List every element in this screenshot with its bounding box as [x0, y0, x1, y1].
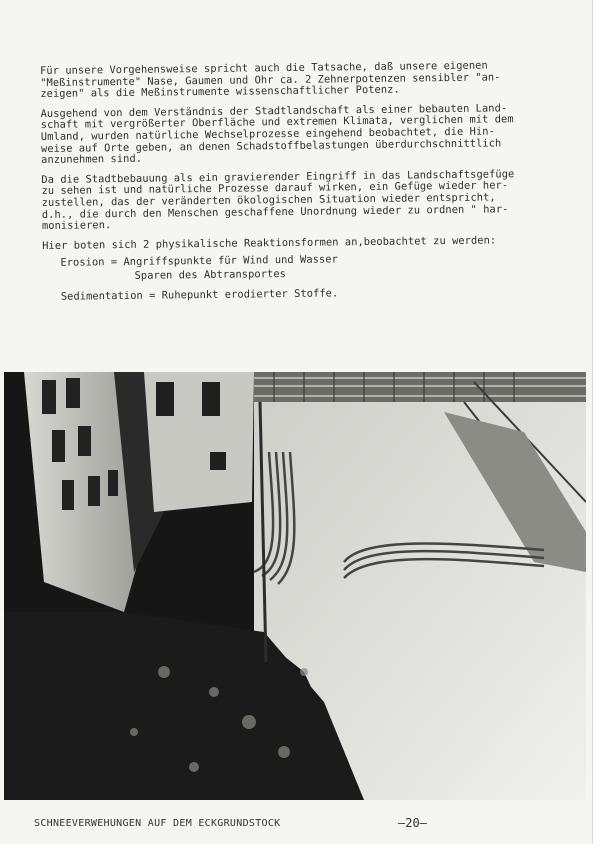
- photograph-snowdrifts: [4, 372, 586, 800]
- body-text: [40, 60, 563, 305]
- paragraph-measurement: Für unsere Vorgehensweise spricht auch die Tatsache, daß unsere eigenen "Meßinstrumente" Nase, Gaumen und Ohr ca. 2 Zehnerpotenzen sensibler "an- zeigen" als die Meßinstrumente wissenschaftlicher Potenz.: [39, 59, 501, 101]
- paragraph-reaction-forms: Hier boten sich 2 physikalische Reaktionsformen an,beobachtet zu werden:: [42, 234, 497, 252]
- page-number: —20—: [398, 816, 427, 830]
- sedimentation-definition: Sedimentation = Ruhepunkt erodierter Stoffe.: [60, 286, 339, 303]
- photo-illustration: [4, 372, 586, 800]
- erosion-definition: Erosion = Angriffspunkte für Wind und Wasser: [60, 253, 338, 270]
- photo-caption: SCHNEEVERWEHUNGEN AUF DEM ECKGRUNDSTOCK: [34, 818, 281, 829]
- paragraph-urban-landscape: Ausgehend von dem Verständnis der Stadtlandschaft als einer bebauten Land- schaft mit vergrößerter Oberfläche und extremen Klimata, verglichen mit dem Umland, wurden natürliche Wechselprozesse eingehend beobachtet, die Hin- weise auf Orte geben, an denen Schadstoffbelastungen überdurchschnittlich anzunehmen sind.: [40, 102, 514, 167]
- paragraph-urban-development: Da die Stadtbebauung als ein gravierender Eingriff in das Landschaftsgefüge zu sehen ist und natürliche Prozesse darauf wirken, ein Gefüge wieder her- zustellen, das der veränderten ökologischen Situation wieder entspricht, d.h., die durch den Menschen geschaffene Unordnung wieder zu ordnen " har- monisieren.: [41, 167, 515, 233]
- erosion-definition-continued: Sparen des Abtransportes: [134, 267, 286, 282]
